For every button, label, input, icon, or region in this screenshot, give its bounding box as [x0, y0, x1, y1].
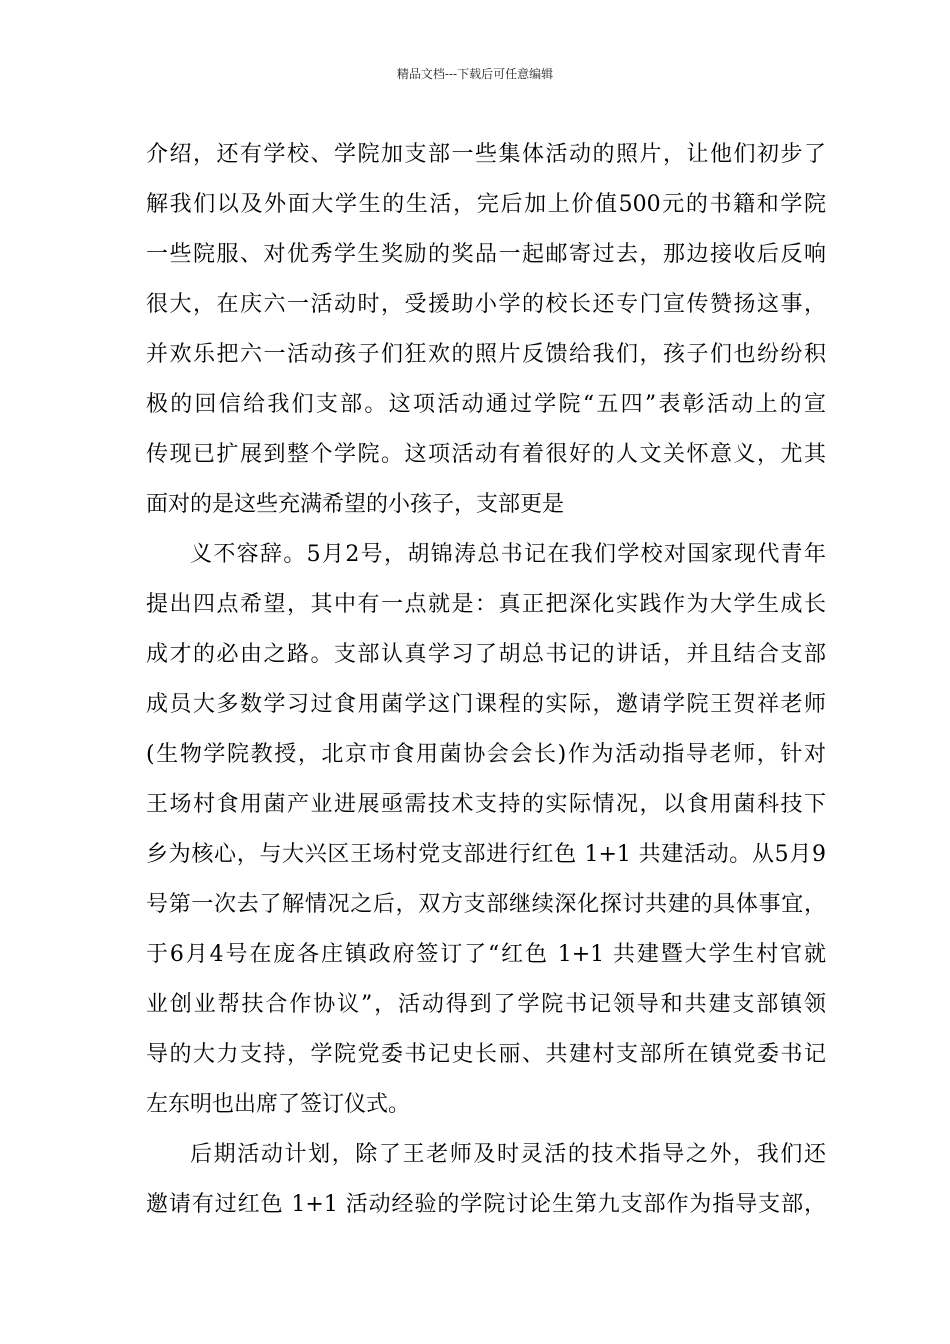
text-line: 一些院服、对优秀学生奖励的奖品一起邮寄过去，那边接收后反响 — [146, 242, 826, 267]
text-line: 成员大多数学习过食用菌学这门课程的实际，邀请学院王贺祥老师 — [146, 692, 826, 717]
text-line: 乡为核心，与大兴区王场村党支部进行红色 1+1 共建活动。从5月9 — [146, 842, 826, 867]
text-line: 传现已扩展到整个学院。这项活动有着很好的人文关怀意义，尤其 — [146, 442, 826, 467]
text-line: (生物学院教授，北京市食用菌协会会长)作为活动指导老师，针对 — [146, 742, 826, 767]
text-line: 面对的是这些充满希望的小孩子，支部更是 — [146, 492, 565, 517]
text-line: 成才的必由之路。支部认真学习了胡总书记的讲话，并且结合支部 — [146, 642, 826, 667]
text-line: 介绍，还有学校、学院加支部一些集体活动的照片，让他们初步了 — [146, 142, 826, 167]
text-line: 提出四点希望，其中有一点就是：真正把深化实践作为大学生成长 — [146, 592, 826, 617]
text-line: 号第一次去了解情况之后，双方支部继续深化探讨共建的具体事宜， — [146, 892, 826, 917]
text-line: 左东明也出席了签订仪式。 — [146, 1092, 411, 1117]
document-body — [146, 130, 826, 1230]
text-line: 极的回信给我们支部。这项活动通过学院“五四”表彰活动上的宣 — [146, 392, 826, 417]
text-line: 导的大力支持，学院党委书记史长丽、共建村支部所在镇党委书记 — [146, 1042, 826, 1067]
text-line: 业创业帮扶合作协议”，活动得到了学院书记领导和共建支部镇领 — [146, 992, 826, 1017]
text-line: 义不容辞。5月2号，胡锦涛总书记在我们学校对国家现代青年 — [190, 542, 826, 567]
text-line: 很大，在庆六一活动时，受援助小学的校长还专门宣传赞扬这事， — [146, 292, 826, 317]
text-line: 解我们以及外面大学生的生活，完后加上价值500元的书籍和学院 — [146, 192, 826, 217]
text-line: 后期活动计划，除了王老师及时灵活的技术指导之外，我们还 — [190, 1142, 826, 1167]
page-header: 精品文档---下载后可任意编辑 — [396, 67, 554, 81]
text-line: 于6月4号在庞各庄镇政府签订了“红色 1+1 共建暨大学生村官就 — [146, 942, 826, 967]
text-line: 并欢乐把六一活动孩子们狂欢的照片反馈给我们，孩子们也纷纷积 — [146, 342, 826, 367]
text-line: 王场村食用菌产业进展亟需技术支持的实际情况，以食用菌科技下 — [146, 792, 826, 817]
text-line: 邀请有过红色 1+1 活动经验的学院讨论生第九支部作为指导支部， — [146, 1192, 826, 1217]
